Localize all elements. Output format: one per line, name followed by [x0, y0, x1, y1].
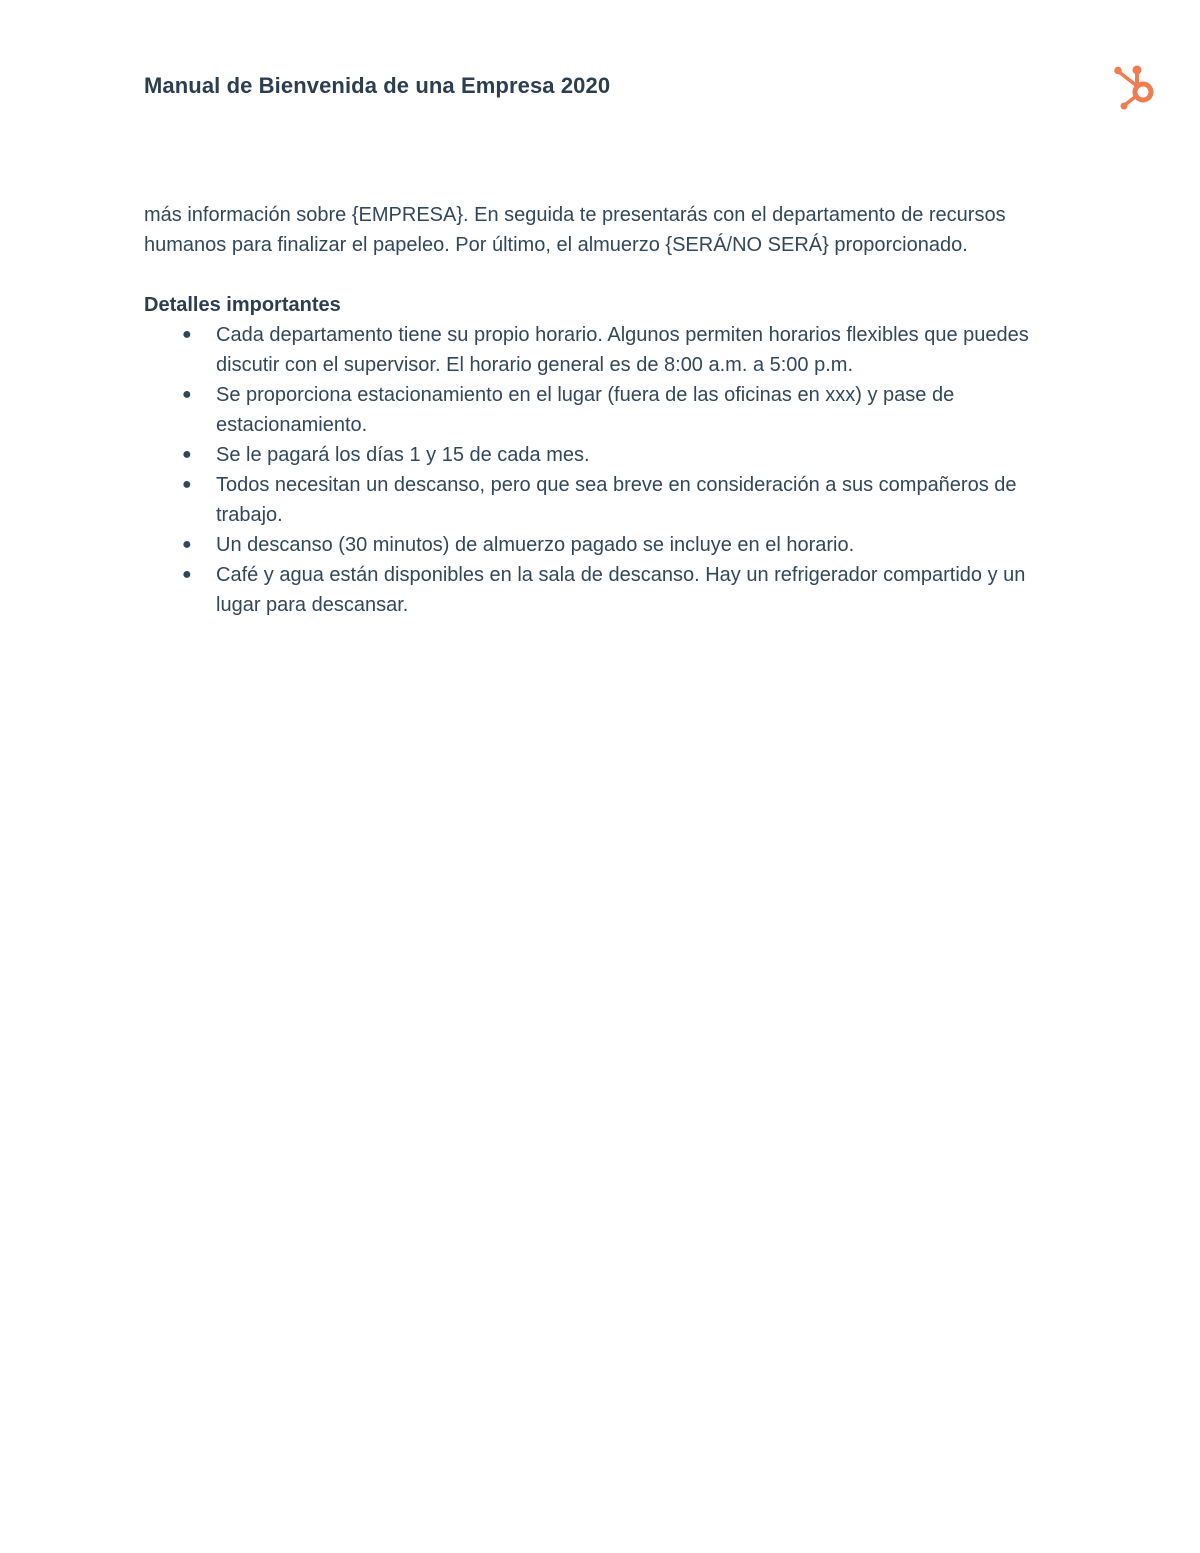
list-item — [144, 470, 1074, 530]
list-item-text: Todos necesitan un descanso, pero que sea breve en consideración a sus compañeros de trabajo. — [216, 474, 1017, 526]
list-item — [144, 530, 1074, 560]
document-body — [144, 200, 1074, 620]
section-heading-important-details: Detalles importantes — [144, 294, 341, 316]
list-item-text: Un descanso (30 minutos) de almuerzo pagado se incluye en el horario. — [216, 534, 855, 556]
list-item — [144, 380, 1074, 440]
bullet-icon: ● — [182, 386, 192, 403]
bullet-icon: ● — [182, 536, 192, 553]
bullet-icon: ● — [182, 476, 192, 493]
intro-paragraph: más información sobre {EMPRESA}. En seguida te presentarás con el departamento de recursos humanos para finalizar el papeleo. Por último, el almuerzo {SERÁ/NO SERÁ} proporcionado. — [144, 204, 1006, 256]
list-item-text: Se le pagará los días 1 y 15 de cada mes. — [216, 444, 590, 466]
list-item — [144, 320, 1074, 380]
document-header-title: Manual de Bienvenida de una Empresa 2020 — [144, 73, 611, 98]
list-item — [144, 440, 1074, 470]
list-item — [144, 560, 1074, 620]
bullet-icon: ● — [182, 566, 192, 583]
list-item-text: Café y agua están disponibles en la sala de descanso. Hay un refrigerador compartido y un lugar para descansar. — [216, 564, 1026, 616]
bullet-icon: ● — [182, 446, 192, 463]
list-item-text: Cada departamento tiene su propio horario. Algunos permiten horarios flexibles que puedes discutir con el supervisor. El horario general es de 8:00 a.m. a 5:00 p.m. — [216, 324, 1029, 376]
list-item-text: Se proporciona estacionamiento en el lugar (fuera de las oficinas en xxx) y pase de estacionamiento. — [216, 384, 955, 436]
important-details-list — [144, 320, 1074, 620]
bullet-icon: ● — [182, 326, 192, 343]
hubspot-sprocket-icon — [1112, 62, 1162, 114]
